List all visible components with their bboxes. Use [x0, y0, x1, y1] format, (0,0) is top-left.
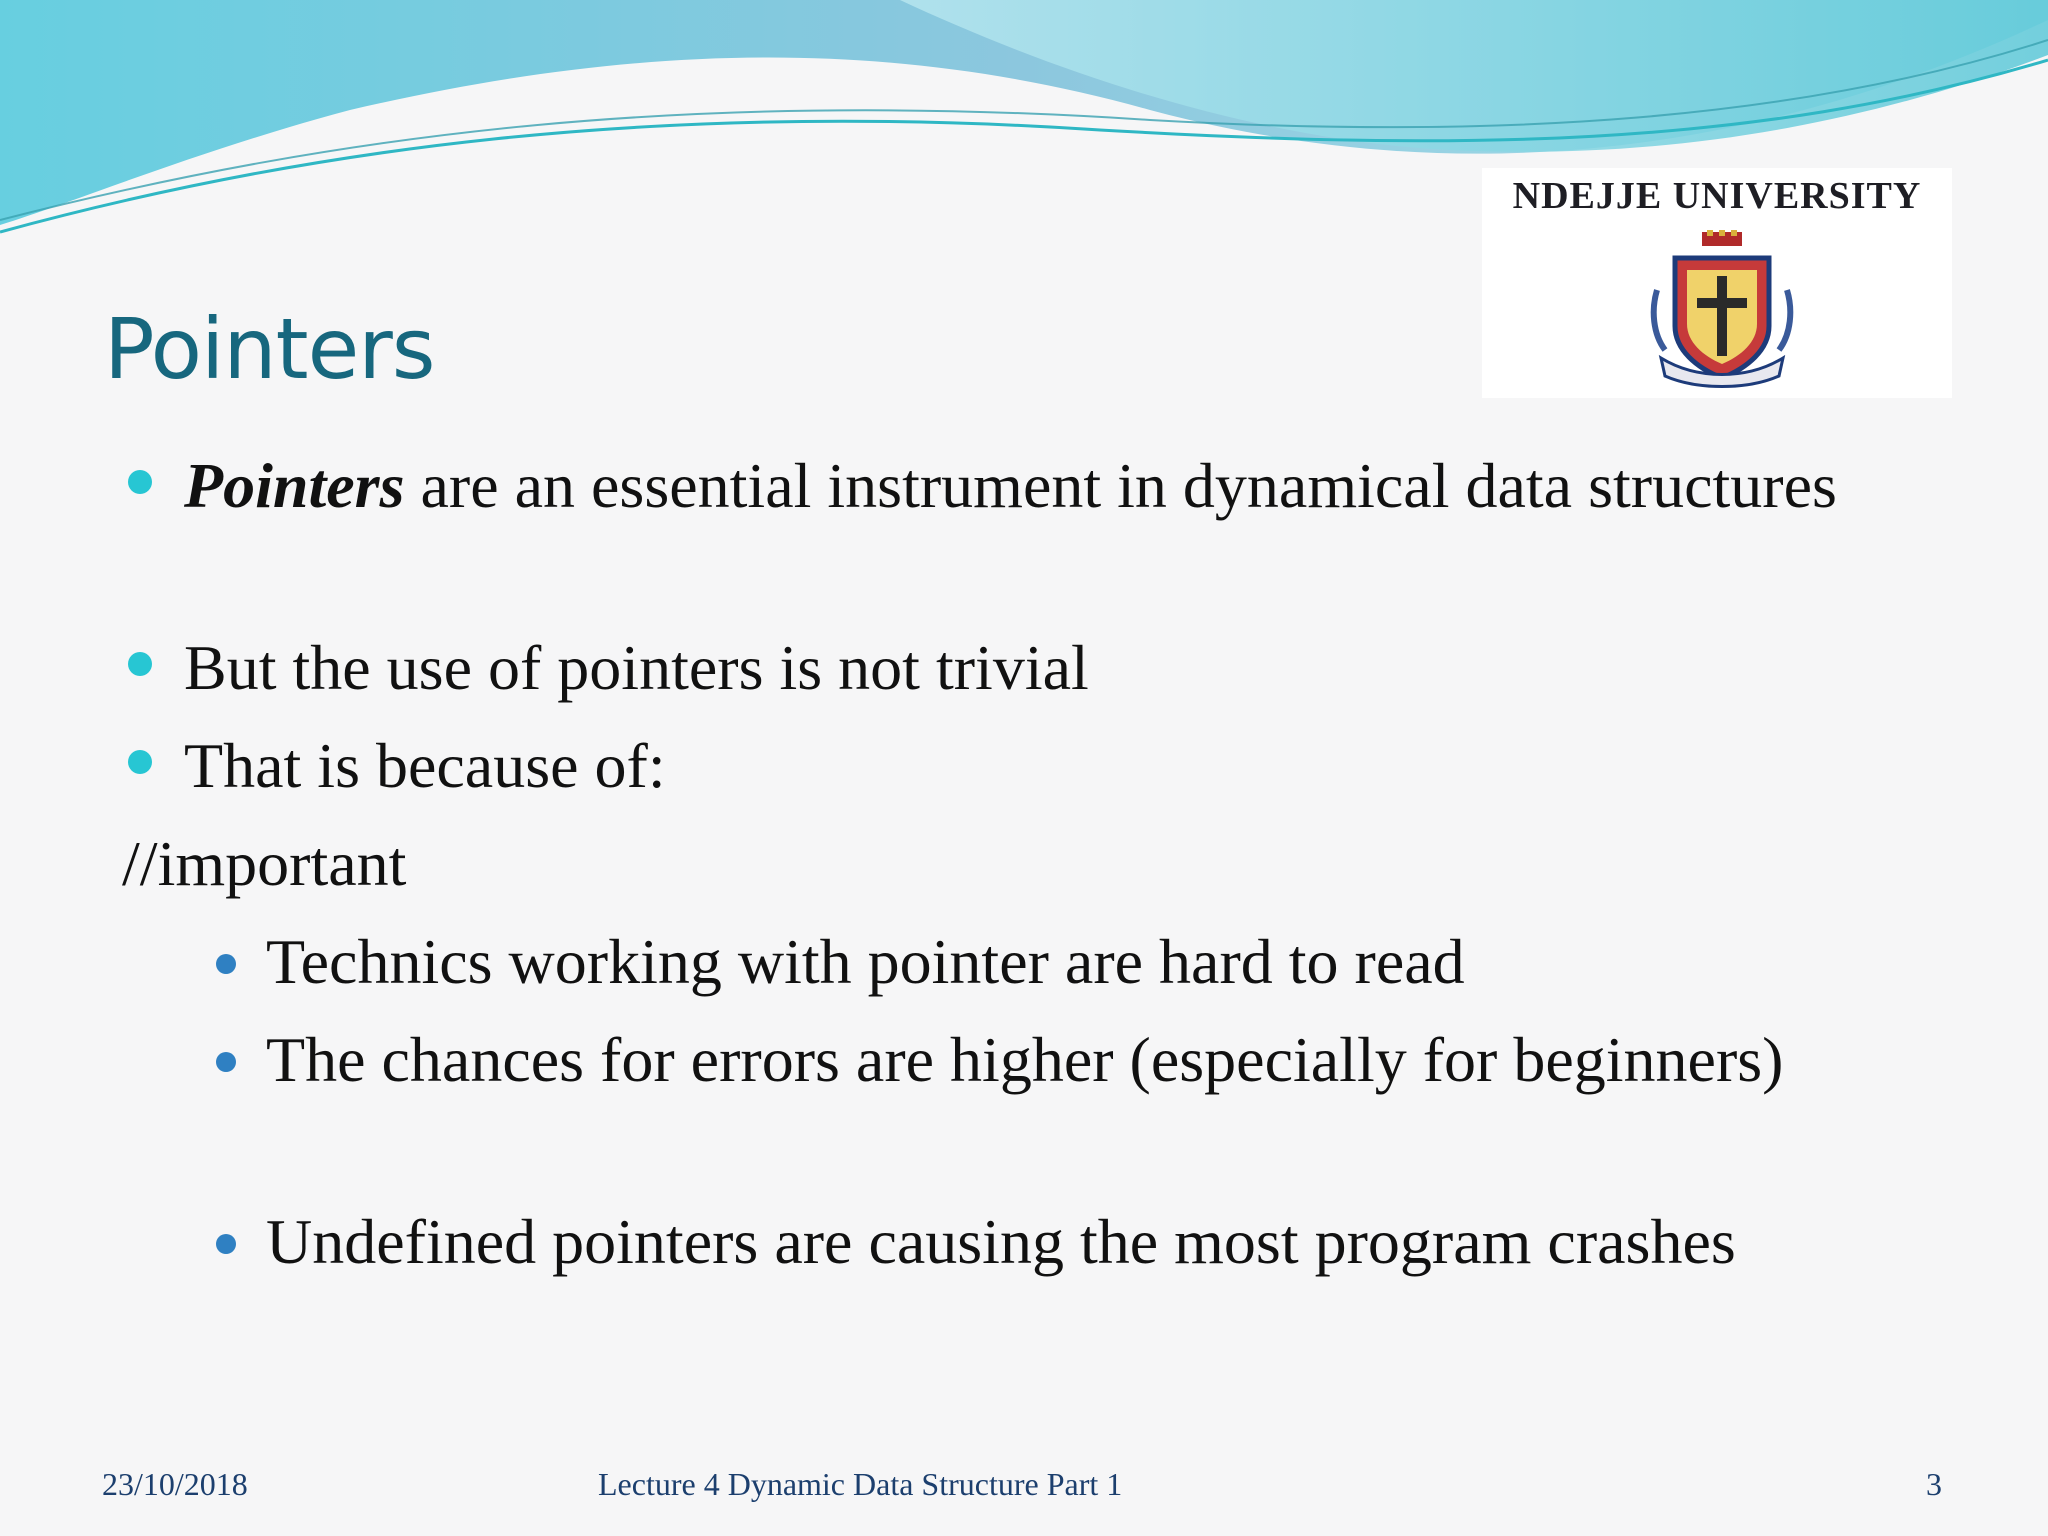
sub-bullet-dot [216, 1052, 236, 1072]
page-number: 3 [1926, 1466, 1942, 1502]
bullet-dot [128, 652, 152, 676]
bullet-item [184, 724, 1924, 808]
slide-title: Pointers [104, 300, 435, 398]
sub-bullet-text: Undefined pointers are causing the most program crashes [266, 1206, 1736, 1277]
bullet-item [184, 444, 1924, 528]
bullet-item [184, 626, 1924, 710]
sub-bullet-text: Technics working with pointer are hard to read [266, 926, 1465, 997]
sub-bullet-item [266, 1018, 1926, 1102]
sub-bullet-text: The chances for errors are higher (especially for beginners) [266, 1024, 1784, 1095]
footer-title: Lecture 4 Dynamic Data Structure Part 1 [598, 1466, 1123, 1502]
sub-bullet-item [266, 920, 1926, 1004]
logo-name: NDEJJE UNIVERSITY [1512, 175, 1922, 217]
bullet-text: are an essential instrument in dynamical data structures [404, 450, 1837, 521]
sub-bullet-item [266, 1200, 1926, 1284]
sub-bullet-dot [216, 954, 236, 974]
bullet-text: That is because of: [184, 730, 666, 801]
bullet-dot [128, 470, 152, 494]
bullet-text: But the use of pointers is not trivial [184, 632, 1089, 703]
emphasis-text: Pointers [184, 450, 405, 521]
bullet-dot [128, 750, 152, 774]
sub-bullet-dot [216, 1234, 236, 1254]
footer-date: 23/10/2018 [102, 1466, 248, 1502]
comment-line: //important [122, 828, 407, 899]
